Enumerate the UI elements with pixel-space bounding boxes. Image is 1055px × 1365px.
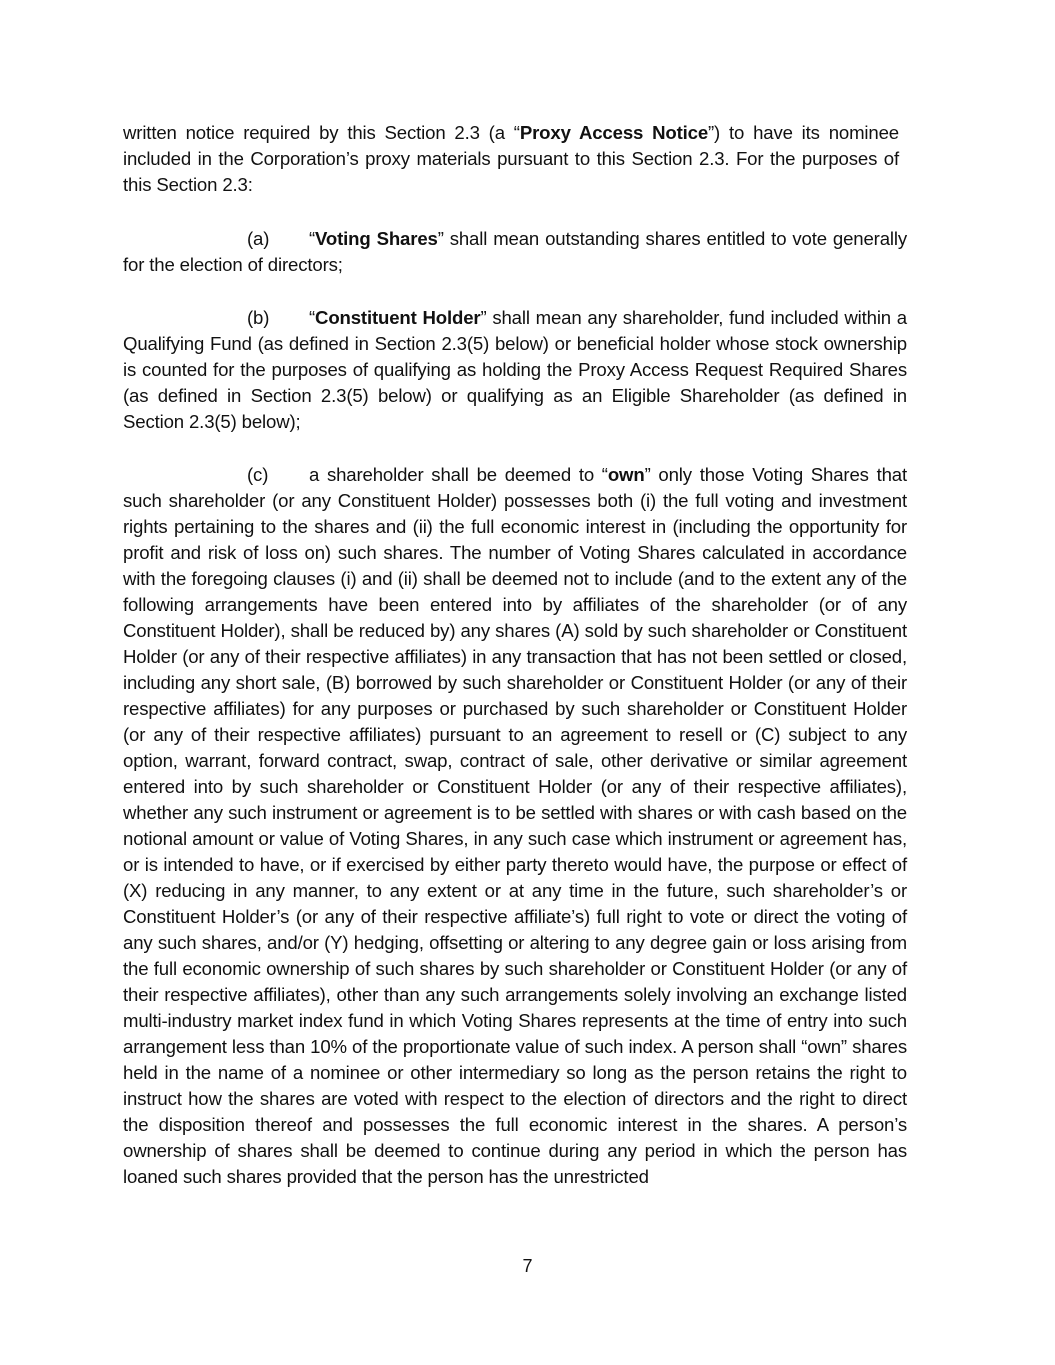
paragraph-c-text-start: a shareholder shall be deemed to “ [309, 464, 608, 485]
intro-text-start: written notice required by this Section 2.3 (a “ [123, 122, 520, 143]
proxy-access-notice-term: Proxy Access Notice [519, 122, 709, 143]
paragraph-a-text: ” shall mean outstanding shares entitled to vote generally for the election of directors; [123, 228, 908, 275]
paragraph-c-text-end: ” only those Voting Shares that such shareholder (or any Constituent Holder) possesses both (i) the full voting and investment rights pertaining to the shares and (ii) the full economic interest in (including the opportunity for profit and risk of loss on) such shares. The number of Voting Shares calculated in accordance with the foregoing clauses (i) and (ii) shall be deemed not to include (and to the extent any of the following arrangements have been entered into by affiliates of the shareholder (or of any Constituent Holder), shall be reduced by) any shares (A) sold by such shareholder or Constituent Holder (or any of their respective affiliates) in any transaction that has not been settled or closed, including any short sale, (B) borrowed by such shareholder or Constituent Holder (or any of their respective affiliates) for any purposes or purchased by such shareholder or Constituent Holder (or any of their respective affiliates) pursuant to an agreement to resell or (C) subject to any option, warrant, forward contract, swap, contract of sale, other derivative or similar agreement entered into by such shareholder or Constituent Holder (or any of their respective affiliates), whether any such instrument or agreement is to be settled with shares or with cash based on the notional amount or value of Voting Shares, in any such case which instrument or agreement has, or is intended to have, or if exercised by either party thereto would have, the purpose or effect of (X) reducing in any manner, to any extent or at any time in the future, such shareholder’s or Constituent Holder’s (or any of their respective affiliate’s) full right to vote or direct the voting of any such shares, and/or (Y) hedging, offsetting or altering to any degree gain or loss arising from the full economic ownership of such shares by such shareholder or Constituent Holder (or any of their respective affiliates), other than any such arrangements solely involving an exchange listed multi-industry market index fund in which Voting Shares represents at the time of entry into such arrangement less than 10% of the proportionate value of such index. A person shall “own” shares held in the name of a nominee or other intermediary so long as the person retains the right to instruct how the shares are voted with respect to the election of directors and the right to direct the disposition thereof and possesses the full economic interest in the shares. A person’s ownership of shares shall be deemed to continue during any period in which the person has loaned such shares provided that the person has the unrestricted [123, 464, 907, 1187]
paragraph-a-label: (a) [247, 228, 270, 249]
paragraph-b-open-quote: “ [309, 307, 316, 328]
own-term: own [607, 464, 645, 485]
intro-paragraph [123, 120, 899, 198]
paragraph-b [123, 305, 907, 435]
paragraph-a-open-quote: “ [309, 228, 316, 249]
paragraph-b-text: ” shall mean any shareholder, fund included within a Qualifying Fund (as defined in Section 2.3(5) below) or beneficial holder whose stock ownership is counted for the purposes of qualifying as holding the Proxy Access Request Required Shares (as defined in Section 2.3(5) below) or qualifying as an Eligible Shareholder (as defined in Section 2.3(5) below); [123, 307, 907, 432]
paragraph-b-label: (b) [247, 307, 270, 328]
page-number: 7 [522, 1256, 533, 1276]
paragraph-c-label: (c) [247, 464, 269, 485]
paragraph-a [123, 226, 907, 278]
intro-text-end: ”) to have its nominee included in the Corporation’s proxy materials pursuant to this Section 2.3. For the purposes of this Section 2.3: [123, 122, 899, 195]
constituent-holder-term: Constituent Holder [315, 307, 481, 328]
voting-shares-term: Voting Shares [315, 228, 438, 249]
paragraph-c [123, 462, 907, 1190]
